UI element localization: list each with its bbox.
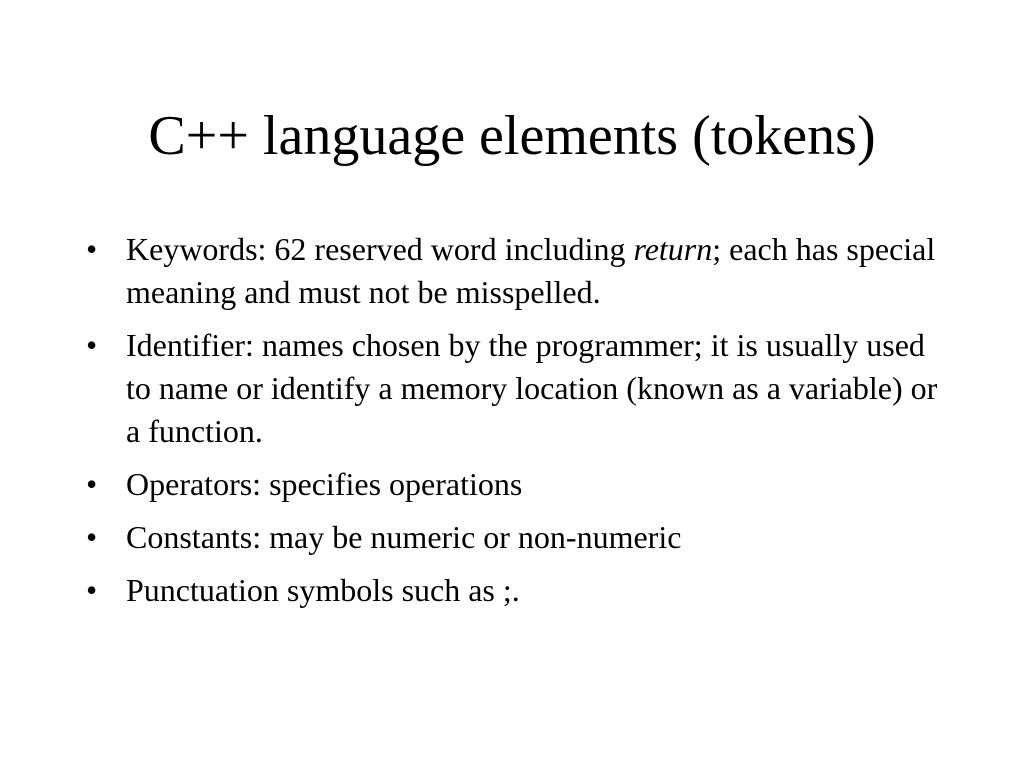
bullet-text-keywords-rest: ; each has special meaning and must not be misspelled. — [126, 231, 936, 310]
bullet-icon: • — [86, 466, 98, 502]
bullet-text-punctuation: Punctuation symbols such as ;. — [126, 572, 520, 608]
bullet-text-keywords-return: return — [633, 231, 713, 267]
slide-title: C++ language elements (tokens) — [148, 105, 876, 167]
bullet-identifier — [84, 324, 944, 453]
bullet-punctuation — [84, 569, 944, 612]
bullet-icon: • — [86, 231, 98, 267]
bullet-icon: • — [86, 327, 98, 363]
bullet-text-keywords-intro: Keywords: 62 reserved word including — [126, 231, 634, 267]
bullet-icon: • — [86, 572, 98, 608]
bullet-text-operators: Operators: specifies operations — [126, 466, 523, 502]
bullet-operators — [84, 463, 944, 506]
bullet-constants — [84, 516, 944, 559]
bullet-keywords — [84, 228, 944, 314]
bullet-icon: • — [86, 519, 98, 555]
bullet-text-constants: Constants: may be numeric or non-numeric — [126, 519, 682, 555]
bullet-text-identifier: Identifier: names chosen by the programmer; it is usually used to name or identify a memory location (known as a variable) or a function. — [126, 327, 938, 449]
bullet-list — [84, 228, 944, 622]
